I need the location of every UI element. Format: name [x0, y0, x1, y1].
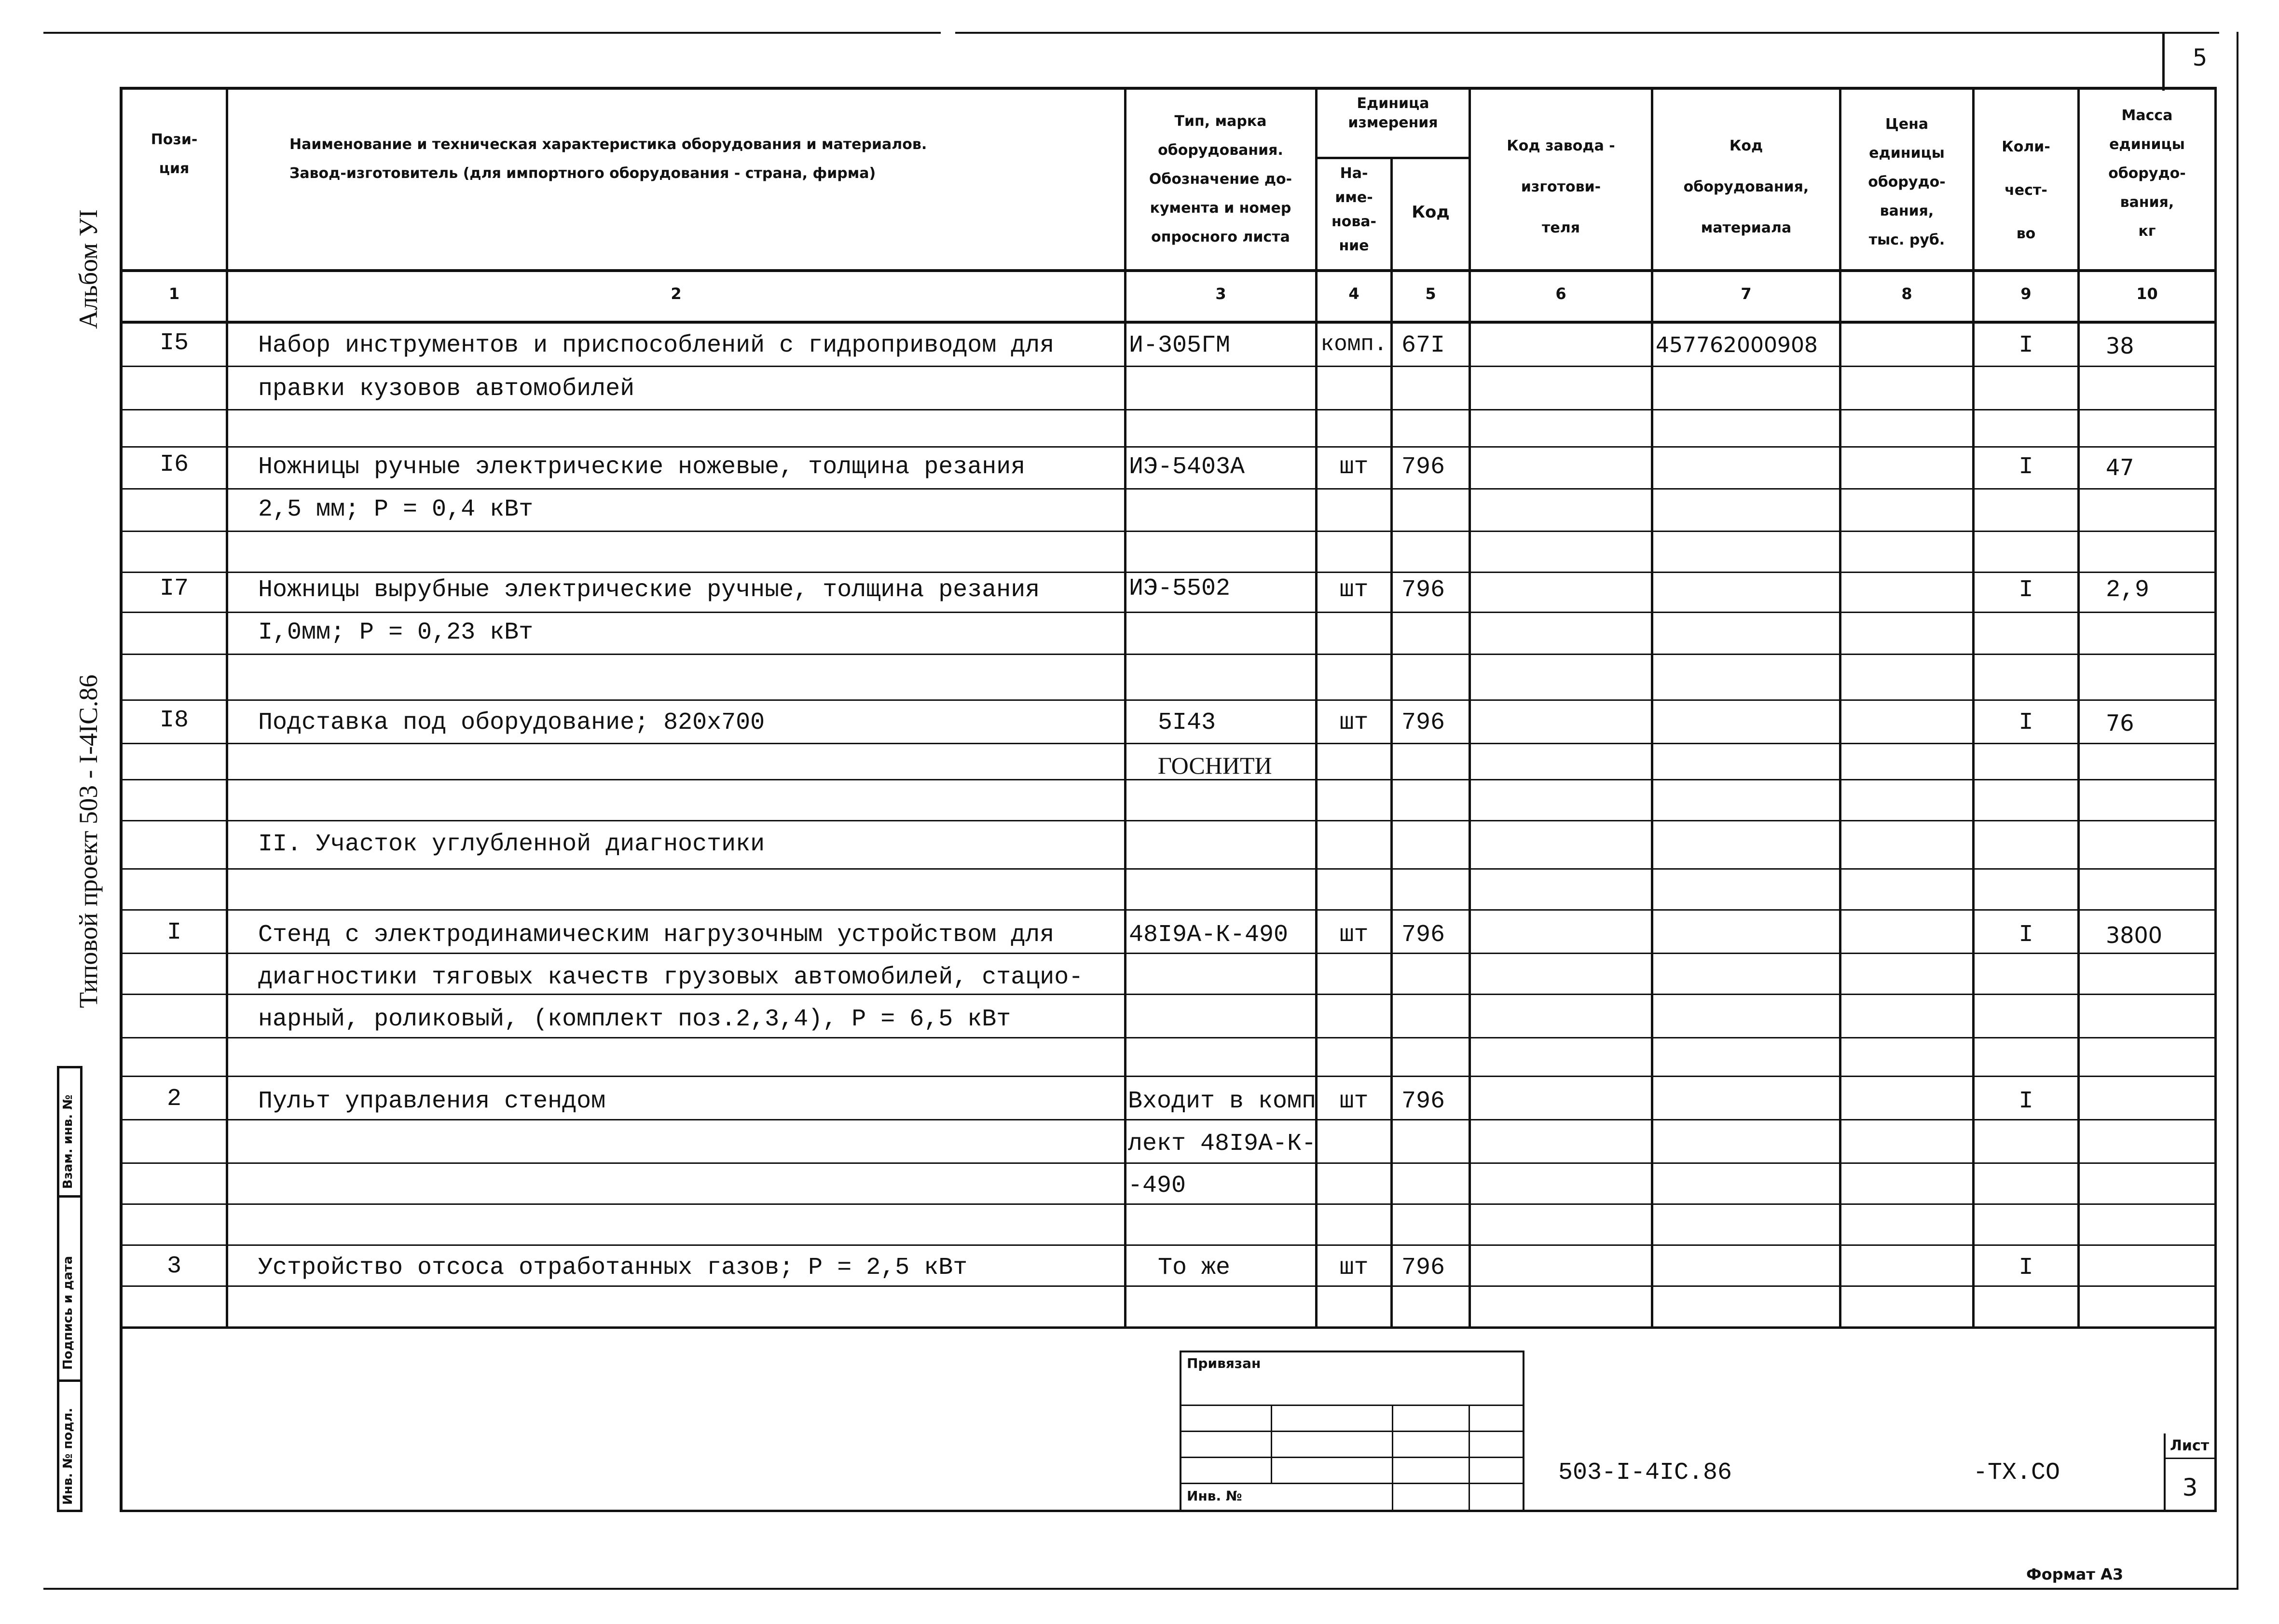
row-line	[120, 654, 2217, 655]
row-line	[120, 1037, 2217, 1038]
row-mass: 2,9	[2106, 576, 2150, 604]
row-line	[120, 743, 2217, 744]
strip-left	[57, 1066, 59, 1512]
row-qty: I	[2018, 332, 2033, 359]
row-name-line: Стенд с электродинамическим нагрузочным устройством для	[258, 921, 1055, 949]
row-pos: I8	[159, 707, 189, 734]
row-qty: I	[2018, 1254, 2033, 1282]
row-unit: шт	[1339, 921, 1369, 949]
strip-div1	[57, 1195, 82, 1198]
outer-right-border	[2237, 32, 2238, 1590]
row-type: ГОСНИТИ	[1158, 752, 1272, 779]
row-type: И-305ГМ	[1129, 332, 1231, 359]
col-number: 2	[671, 285, 682, 303]
row-pos: 2	[166, 1085, 181, 1113]
header-unit-group: Единица измерения	[1348, 95, 1438, 131]
row-line	[120, 366, 2217, 367]
bottom-rule	[43, 1588, 2238, 1590]
album-label: Альбом УI	[74, 209, 103, 329]
row-line	[120, 994, 2217, 995]
row-unit: шт	[1339, 1254, 1369, 1282]
row-code: 67I	[1401, 332, 1445, 359]
doc-suffix: -ТХ.СО	[1973, 1459, 2060, 1487]
col-line-8	[1972, 87, 1975, 1329]
col-number: 8	[1901, 285, 1912, 303]
table-right-border	[2214, 87, 2217, 1512]
row-code: 796	[1401, 1088, 1445, 1115]
row-name-line: Ножницы вырубные электрические ручные, толщина резания	[258, 576, 1040, 604]
row-name-line: Подставка под оборудование; 820х700	[258, 709, 765, 737]
col-line-5	[1469, 87, 1471, 1329]
row-unit: комп.	[1320, 332, 1387, 357]
row-name-line: Устройство отсоса отработанных газов; Р = 2,5 кВт	[258, 1254, 968, 1282]
strip-bottom	[57, 1510, 82, 1512]
row-code: 796	[1401, 1254, 1445, 1282]
format-label: Формат А3	[2026, 1565, 2124, 1583]
inv-podl-label: Инв. № подл.	[61, 1407, 75, 1505]
row-code: 796	[1401, 576, 1445, 604]
header-equip-code: Код оборудования, материала	[1683, 137, 1809, 236]
col-number: 10	[2136, 285, 2158, 303]
stamp-line	[1180, 1457, 1524, 1458]
row-type: лект 48I9А-К-	[1128, 1130, 1317, 1158]
project-label: Типовой проект 503 - I-4IC.86	[74, 674, 103, 1008]
row-line	[120, 1119, 2217, 1120]
row-line	[120, 612, 2217, 613]
row-type: ИЭ-5403А	[1129, 453, 1245, 481]
header-bottom-line	[120, 269, 2217, 272]
row-pos: I	[166, 919, 181, 946]
row-type: 5I43	[1158, 709, 1216, 737]
strip-div2	[57, 1379, 82, 1382]
row-name-line: правки кузовов автомобилей	[258, 375, 635, 403]
stamp-vline	[1469, 1405, 1470, 1510]
stamp-line	[1180, 1431, 1524, 1432]
row-name-line: I,0мм; Р = 0,23 кВт	[258, 619, 534, 646]
col-number: 9	[2020, 285, 2032, 303]
row-type: -490	[1128, 1172, 1186, 1200]
header-factory-code: Код завода - изготови- теля	[1507, 137, 1615, 236]
header-mass: Масса единицы оборудо- вания, кг	[2108, 107, 2186, 240]
header-price: Цена единицы оборудо- вания, тыс. руб.	[1868, 116, 1946, 248]
row-qty: I	[2018, 453, 2033, 481]
inv-no-label: Инв. №	[1187, 1488, 1242, 1504]
row-unit: шт	[1339, 709, 1369, 737]
row-type: ИЭ-5502	[1129, 575, 1231, 602]
sheet-label: Лист	[2170, 1437, 2210, 1454]
row-line	[120, 1162, 2217, 1164]
row-pos: I7	[159, 575, 189, 602]
num-row-bottom-line	[120, 321, 2217, 324]
header-pos: Пози- ция	[151, 131, 198, 177]
row-type: Входит в комп	[1128, 1088, 1317, 1115]
section-title: II. Участок углубленной диагностики	[258, 831, 765, 858]
col-line-1	[226, 87, 228, 1329]
col-number: 5	[1425, 285, 1436, 303]
top-rule-right	[955, 32, 2219, 34]
row-line	[120, 909, 2217, 911]
row-line	[120, 820, 2217, 821]
row-pos: 3	[166, 1253, 181, 1280]
row-line	[120, 1244, 2217, 1246]
row-code: 796	[1401, 453, 1445, 481]
row-unit: шт	[1339, 453, 1369, 481]
top-rule-left	[43, 32, 941, 34]
row-qty: I	[2018, 921, 2033, 949]
row-qty: I	[2018, 576, 2033, 604]
header-unit-name: На- име- нова- ние	[1331, 165, 1377, 254]
row-pos: I6	[159, 451, 189, 478]
row-name-line: нарный, роликовый, (комплект поз.2,3,4), Р = 6,5 кВт	[258, 1006, 1011, 1033]
sheet-box-line	[2164, 1458, 2214, 1459]
row-line	[120, 1285, 2217, 1287]
row-unit: шт	[1339, 576, 1369, 604]
row-type: 48I9А-К-490	[1129, 921, 1289, 949]
col-line-7	[1839, 87, 1841, 1329]
row-line	[120, 1203, 2217, 1205]
privyazan-box	[1180, 1351, 1524, 1510]
row-code: 796	[1401, 709, 1445, 737]
row-name-line: Ножницы ручные электрические ножевые, толщина резания	[258, 453, 1026, 481]
vzam-inv-label: Взам. инв. №	[61, 1094, 75, 1189]
row-equip-code: 457762000908	[1656, 333, 1818, 357]
col-number: 1	[168, 285, 180, 303]
col-number: 4	[1348, 285, 1359, 303]
strip-right	[80, 1066, 82, 1512]
sheet-number: 3	[2182, 1474, 2198, 1501]
row-name-line: Набор инструментов и приспособлений с гидроприводом для	[258, 332, 1055, 359]
row-pos: I5	[159, 329, 189, 357]
row-mass: 47	[2106, 454, 2134, 480]
row-line	[120, 953, 2217, 954]
col-number: 3	[1215, 285, 1226, 303]
unit-sub-line	[1315, 157, 1471, 159]
col-number: 6	[1555, 285, 1566, 303]
row-line	[120, 699, 2217, 701]
row-name-line: Пульт управления стендом	[258, 1088, 606, 1115]
col-number: 7	[1741, 285, 1752, 303]
stamp-line	[1180, 1405, 1524, 1406]
row-line	[120, 1076, 2217, 1077]
row-type: То же	[1158, 1254, 1231, 1282]
podpis-data-label: Подпись и дата	[61, 1256, 75, 1370]
row-unit: шт	[1339, 1088, 1369, 1115]
header-unit-code: Код	[1412, 203, 1450, 222]
table-top-border	[120, 87, 2217, 90]
row-code: 796	[1401, 921, 1445, 949]
row-line	[120, 446, 2217, 448]
stamp-line	[1180, 1483, 1524, 1484]
stamp-vline	[1271, 1405, 1272, 1483]
row-name-line: 2,5 мм; Р = 0,4 кВт	[258, 496, 534, 523]
header-name: Наименование и техническая характеристика оборудования и материалов. Завод-изготовитель (для импортного оборудования - страна, фирма)	[289, 136, 927, 182]
row-qty: I	[2018, 709, 2033, 737]
col-line-9	[2077, 87, 2080, 1329]
row-mass: 38	[2106, 333, 2134, 359]
row-line	[120, 868, 2217, 870]
row-line	[120, 531, 2217, 532]
header-type: Тип, марка оборудования. Обозначение до- кумента и номер опросного листа	[1149, 113, 1292, 246]
row-line	[120, 488, 2217, 490]
strip-top	[57, 1066, 82, 1068]
header-qty: Коли- чест- во	[2002, 138, 2050, 242]
table-body-bottom	[120, 1326, 2217, 1329]
row-line	[120, 572, 2217, 573]
page-number: 5	[2192, 44, 2208, 71]
row-qty: I	[2018, 1088, 2033, 1115]
row-mass: 3800	[2106, 922, 2163, 948]
frame-bottom	[120, 1510, 2217, 1512]
row-name-line: диагностики тяговых качеств грузовых автомобилей, стацио-	[258, 964, 1084, 991]
doc-code: 503-I-4IC.86	[1558, 1459, 1732, 1487]
row-mass: 76	[2106, 710, 2134, 736]
privyazan-label: Привязан	[1187, 1355, 1261, 1371]
col-line-2	[1124, 87, 1126, 1329]
row-line	[120, 409, 2217, 410]
page-number-box-left	[2162, 34, 2165, 91]
stamp-vline	[1392, 1405, 1393, 1510]
col-line-6	[1651, 87, 1653, 1329]
